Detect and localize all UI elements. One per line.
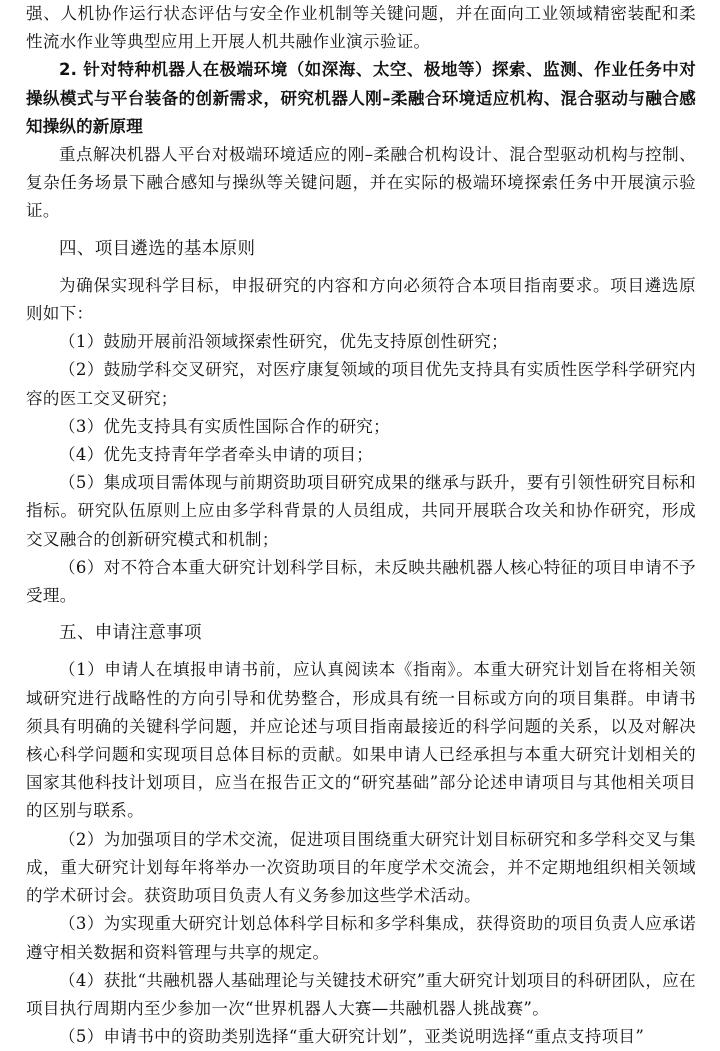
- section-5-item-3: （3）为实现重大研究计划总体科学目标和多学科集成，获得资助的项目负责人应承诺遵守相关数据和资料管理与共享的规定。: [26, 914, 696, 962]
- section-4-item-5: （5）集成项目需体现与前期资助项目研究成果的继承与跃升，要有引领性研究目标和指标。研究队伍原则上应由多学科背景的人员组成，共同开展联合攻关和协作研究，形成交叉融合的创新研究模式和机制；: [26, 473, 696, 549]
- section-4-item-1: （1）鼓励开展前沿领域探索性研究，优先支持原创性研究；: [59, 332, 508, 352]
- section-4-item-3: （3）优先支持具有实质性国际合作的研究；: [59, 416, 390, 436]
- research-topic-2-body: 重点解决机器人平台对极端环境适应的刚–柔融合机构设计、混合型驱动机构与控制、复杂任务场景下融合感知与操纵等关键问题，并在实际的极端环境探索任务中开展演示验证。: [26, 145, 696, 221]
- section-4-item-2: （2）鼓励学科交叉研究，对医疗康复领域的项目优先支持具有实质性医学科学研究内容的医工交叉研究；: [26, 360, 696, 408]
- section-5-item-5: （5）申请书中的资助类别选择“重大研究计划”，亚类说明选择“重点支持项目”: [59, 1027, 645, 1047]
- paragraph-continued: 强、人机协作运行状态评估与安全作业机制等关键问题，并在面向工业领域精密装配和柔性流水作业等典型应用上开展人机共融作业演示验证。: [26, 4, 696, 52]
- document-page: [26, 0, 696, 1051]
- section-4-item-6: （6）对不符合本重大研究计划科学目标，未反映共融机器人核心特征的项目申请不予受理。: [26, 557, 696, 606]
- section-5-item-4: （4）获批“共融机器人基础理论与关键技术研究”重大研究计划项目的科研团队，应在项目执行周期内至少参加一次“世界机器人大赛—共融机器人挑战赛”。: [26, 970, 696, 1018]
- section-4-item-4: （4）优先支持青年学者牵头申请的项目；: [59, 445, 374, 465]
- section-5-item-2: （2）为加强项目的学术交流，促进项目围绕重大研究计划目标研究和多学科交叉与集成，重大研究计划每年将举办一次资助项目的年度学术交流会，并不定期地组织相关领域的学术研讨会。获资助项目负责人有义务参加这些学术活动。: [26, 829, 696, 906]
- section-5-heading: 五、申请注意事项: [59, 623, 202, 644]
- section-4-intro: 为确保实现科学目标，申报研究的内容和方向必须符合本项目指南要求。项目遴选原则如下：: [26, 275, 696, 324]
- research-topic-2-title: 2. 针对特种机器人在极端环境（如深海、太空、极地等）探索、监测、作业任务中对操纵模式与平台装备的创新需求，研究机器人刚–柔融合环境适应机构、混合驱动与融合感知操纵的新原理: [26, 60, 696, 136]
- section-5-item-1: （1）申请人在填报申请书前，应认真阅读本《指南》。本重大研究计划旨在将相关领域研究进行战略性的方向引导和优势整合，形成具有统一目标或方向的项目集群。申请书须具有明确的关键科学问题，并应论述与项目指南最接近的科学问题的关系，以及对解决核心科学问题和实现项目总体目标的贡献。如果申请人已经承担与本重大研究计划相关的国家其他科技计划项目，应当在报告正文的“研究基础”部分论述申请项目与其他相关项目的区别与联系。: [26, 660, 696, 821]
- section-4-heading: 四、项目遴选的基本原则: [59, 238, 256, 259]
